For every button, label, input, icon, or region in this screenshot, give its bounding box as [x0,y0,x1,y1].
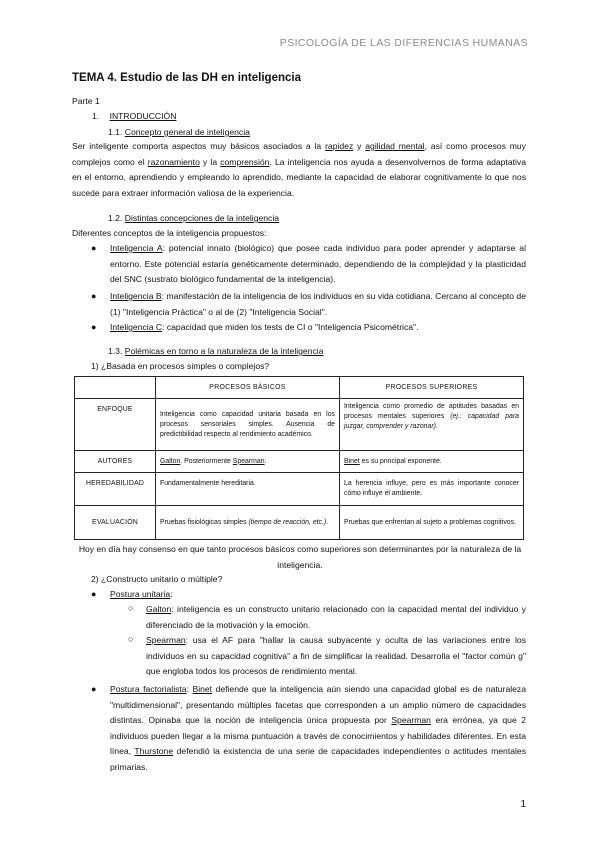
row-label-autores: AUTORES [75,451,156,473]
subsection-label: Polémicas en torno a la naturaleza de la inteligencia [124,346,324,356]
bullet-icon: ● [91,684,97,694]
table-cell: Inteligencia como promedio de aptitudes basadas en procesos mentales superiores (ej.: capacidad para juzgar, comprender y razonar). [340,399,524,451]
table-header-row [75,377,524,399]
consensus-note: Hoy en día hay consenso en que tanto procesos básicos como superiores son determinantes por la naturaleza de la inteligencia. [78,544,522,570]
term-rapidez: rapidez [325,141,354,151]
section-number: 1. [92,111,100,121]
intro-paragraph: Ser inteligente comporta aspectos muy básicos asociados a la rapidez y agilidad mental, así como procesos muy complejos como el razonamiento y la comprensión. La inteligencia nos ayuda a desenvolvernos de forma adaptativa en el entorno, aprendiendo y empleando lo aprendido, mediante la capacidad de elaborar cognitivamente lo que nos sucede para extraer información valiosa de la experiencia. [72,141,526,198]
bullet-icon: ● [91,322,97,332]
bullet-icon: ● [91,291,97,301]
list-item-inteligencia-a: Inteligencia A: potencial innato (biológico) que posee cada individuo para poder aprender y adaptarse al entorno. Este potencial estaría genéticamente determinado, dependiendo de la complejidad y la plasticidad del SNC (sustrato biológico fundamental de la inteligencia). [110,243,526,284]
subsection-number: 1.3. [108,346,123,356]
part-label: Parte 1 [72,96,100,106]
term-agilidad: agilidad mental [365,141,425,151]
table-cell: Binet es su principal exponente. [340,451,524,473]
table-cell: Pruebas fisiológicas simples (tiempo de reacción, etc.). [156,506,340,540]
spearman-item: Spearman: usa el AF para "hallar la causa subyacente y oculta de las variaciones entre los individuos en su capacidad cognitiva" a fin de simplificar la realidad. Desarrolla el "factor común g" que engloba todos los procesos de rendimiento mental. [146,635,526,676]
table-corner-cell [75,377,156,399]
term-razonamiento: razonamiento [147,156,200,167]
list-item-inteligencia-b: Inteligencia B: manifestación de la inteligencia de los individuos en su vida cotidiana. Cercano al concepto de (1) "Inteligencia Práctica" o al de (2) "Inteligencia Social". [110,291,526,317]
circle-bullet-icon: ○ [128,634,134,644]
section-1-heading [92,109,176,125]
galton-item: Galton: inteligencia es un constructo unitario relacionado con la capacidad mental del individuo y diferenciado de la motivación y la emoción. [146,604,526,630]
page-title: TEMA 4. Estudio de las DH en inteligencia [72,72,301,84]
subsection-label: Distintas concepciones de la inteligencia [124,213,280,223]
concepts-intro: Diferentes conceptos de la inteligencia propuestos: [72,228,267,238]
subsection-1-2-heading [108,211,279,227]
term-comprension: comprensión [220,156,270,167]
table-header-superiores: PROCESOS SUPERIORES [340,377,524,399]
table-row [75,451,524,473]
row-label-enfoque: ENFOQUE [75,399,156,451]
subsection-number: 1.1. [108,127,123,137]
bullet-icon: ● [91,243,97,253]
table-cell: Pruebas que enfrentan al sujeto a problemas cognitivos. [340,506,524,540]
subsection-1-3-heading [108,344,323,360]
comparison-table [74,376,524,540]
row-label-heredabilidad: HEREDABILIDAD [75,473,156,506]
row-label-evaluacion: EVALUACIÓN [75,506,156,540]
subsection-number: 1.2. [108,213,123,223]
table-cell: Inteligencia como capacidad unitaria basada en los procesos sensoriales simples. Ausencia de predictibilidad respecto al rendimiento académico. [156,399,340,451]
table-header-basicos: PROCESOS BÁSICOS [156,377,340,399]
table-cell: Fundamentalmente hereditaria. [156,473,340,506]
page-number: 1 [520,799,526,810]
subsection-label: Concepto general de inteligencia [124,127,250,137]
table-cell: La herencia influye, pero es más importante conocer cómo influye el ambiente. [340,473,524,506]
postura-factorialista-item: Postura factorialista: Binet defiende que la inteligencia aún siendo una capacidad global es de naturaleza "multidimensional", presentando múltiples facetas que corresponden a un amplio número de capacidades distintas. Opinaba que la noción de inteligencia única propuesta por Spearman era errónea, ya que 2 individuos pueden llegar a la misma puntuación a través de conocimientos y habilidades diferentes. En esta línea, Thurstone defendió la existencia de una serie de capacidades independientes o actitudes mentales primarias. [110,684,526,772]
question-1: 1) ¿Basada en procesos simples o complejos? [91,361,270,371]
list-item-inteligencia-c: Inteligencia C: capacidad que miden los tests de CI o "Inteligencia Psicométrica". [110,322,419,332]
bullet-icon: ● [91,589,97,599]
circle-bullet-icon: ○ [128,603,134,613]
table-row [75,473,524,506]
question-2: 2) ¿Constructo unitario o múltiple? [91,574,223,584]
table-row [75,506,524,540]
table-cell: Galton. Posteriormente Spearman. [156,451,340,473]
running-header: PSICOLOGÍA DE LAS DIFERENCIAS HUMANAS [279,37,528,49]
table-row [75,399,524,451]
postura-unitaria-heading: Postura unitaria: [110,589,173,599]
section-label: INTRODUCCIÓN [109,111,177,121]
